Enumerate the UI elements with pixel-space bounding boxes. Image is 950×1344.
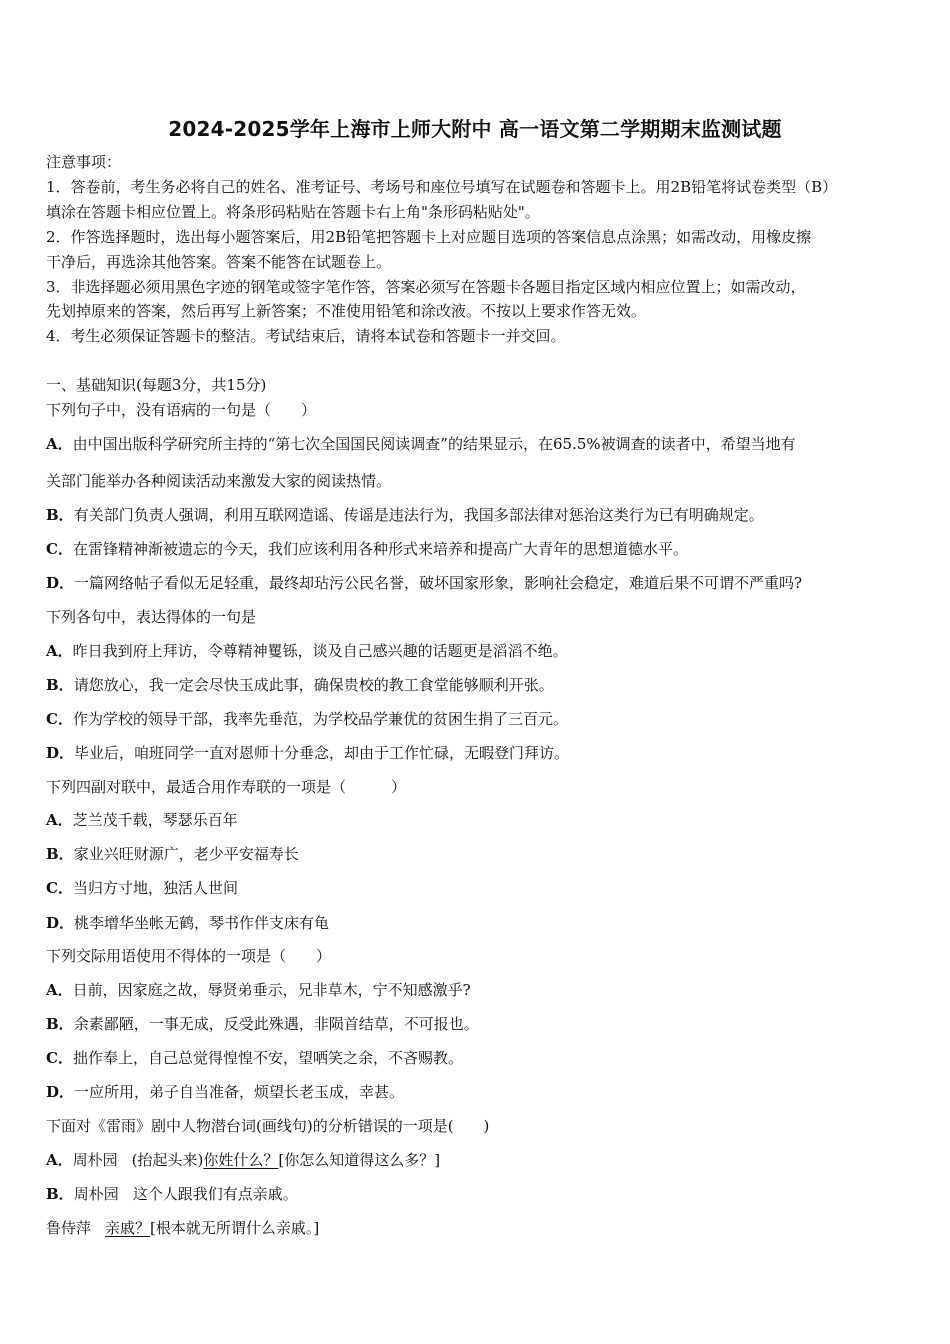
option-letter: D．	[46, 914, 75, 932]
section-heading: 一、基础知识(每题3分，共15分)	[46, 376, 267, 394]
option-text: 当归方寸地，独活人世间	[72, 879, 238, 897]
subtext-note: [你怎么知道得这么多？]	[278, 1151, 441, 1169]
stage-direction: (抬起头来)	[131, 1151, 204, 1169]
notice-line: 1．答卷前，考生务必将自己的姓名、准考证号、考场号和座位号填写在试题卷和答题卡上。用2B铅笔将试卷类型（B）	[46, 178, 838, 196]
option-letter: C．	[46, 1049, 73, 1067]
option-letter: B．	[46, 506, 74, 524]
subtext-note: [根本就无所谓什么亲戚。]	[150, 1219, 320, 1237]
option-letter: B．	[46, 1185, 74, 1203]
option-text: 桃李增华坐帐无鹤，琴书作伴支床有龟	[74, 914, 330, 932]
question-stem: 下列四副对联中，最适合用作寿联的一项是（ ）	[46, 778, 407, 796]
notice-line: 先划掉原来的答案，然后再写上新答案；不准使用铅笔和涂改液。不按以上要求作答无效。	[46, 302, 647, 320]
notice-line: 3．非选择题必须用黑色字迹的钢笔或签字笔作答，答案必须写在答题卡各题目指定区域内相应位置上；如需改动，	[46, 278, 806, 296]
option-text: 余素鄙陋，一事无成，反受此殊遇，非陨首结草，不可报也。	[73, 1015, 479, 1033]
option-letter: A．	[46, 981, 73, 999]
option-text: 请您放心，我一定会尽快玉成此事，确保贵校的教工食堂能够顺利开张。	[73, 676, 554, 694]
option-text: 有关部门负责人强调，利用互联网造谣、传谣是违法行为，我国多部法律对惩治这类行为已有明确规定。	[73, 506, 764, 524]
notice-heading: 注意事项：	[46, 153, 122, 171]
option-letter: B．	[46, 676, 74, 694]
notice-line: 2．作答选择题时，选出每小题答案后，用2B铅笔把答题卡上对应题目选项的答案信息点涂黑；如需改动，用橡皮擦	[46, 228, 812, 246]
dialogue-text: 这个人跟我们有点亲戚。	[132, 1185, 298, 1203]
option-text: 一篇网络帖子看似无足轻重，最终却玷污公民名誉，破坏国家形象，影响社会稳定，难道后果不可谓不严重吗?	[74, 574, 803, 592]
option-c	[46, 877, 906, 899]
underlined-line: 你姓什么？	[203, 1151, 279, 1169]
question-stem: 下面对《雷雨》剧中人物潜台词(画线句)的分析错误的一项是( )	[46, 1117, 490, 1135]
question-stem: 下列各句中，表达得体的一句是	[46, 608, 257, 626]
option-c	[46, 1047, 906, 1069]
speaker-name: 周朴园	[73, 1185, 119, 1203]
option-text: 家业兴旺财源广，老少平安福寿长	[73, 845, 299, 863]
option-text: 在雷锋精神渐被遗忘的今天，我们应该利用各种形式来培养和提高广大青年的思想道德水平。	[72, 540, 688, 558]
option-b	[46, 674, 906, 696]
option-letter: C．	[46, 540, 73, 558]
option-text: 毕业后，咱班同学一直对恩师十分垂念，却由于工作忙碌，无暇登门拜访。	[74, 744, 570, 762]
option-letter: D．	[46, 574, 75, 592]
option-text: 昨日我到府上拜访，令尊精神矍铄，谈及自己感兴趣的话题更是滔滔不绝。	[72, 642, 568, 660]
speaker-name: 鲁侍萍	[46, 1219, 92, 1237]
option-letter: A．	[46, 642, 73, 660]
option-b	[46, 1183, 906, 1205]
option-a	[46, 979, 906, 1001]
page-title: 2024-2025学年上海市上师大附中 高一语文第二学期期末监测试题	[168, 117, 782, 141]
option-text: 作为学校的领导干部，我率先垂范，为学校品学兼优的贫困生捐了三百元。	[72, 710, 568, 728]
option-letter: A．	[46, 811, 73, 829]
option-b	[46, 1013, 906, 1035]
option-text: 日前，因家庭之故，辱贤弟垂示，兄非草木，宁不知感激乎?	[72, 981, 471, 999]
option-a	[46, 809, 906, 831]
option-letter: C．	[46, 879, 73, 897]
option-d	[46, 742, 906, 764]
option-a	[46, 640, 906, 662]
option-a	[46, 433, 906, 455]
option-d	[46, 912, 906, 934]
dialogue-line	[46, 1217, 906, 1239]
option-c	[46, 708, 906, 730]
notice-line: 4．考生必须保证答题卡的整洁。考试结束后，请将本试卷和答题卡一并交回。	[46, 327, 566, 345]
option-letter: D．	[46, 1083, 75, 1101]
option-a-continued: 关部门能举办各种阅读活动来激发大家的阅读热情。	[46, 472, 392, 490]
option-b	[46, 843, 906, 865]
option-text: 芝兰茂千载，琴瑟乐百年	[72, 811, 238, 829]
option-a	[46, 1149, 906, 1171]
option-text: 由中国出版科学研究所主持的“第七次全国国民阅读调查”的结果显示，在65.5%被调查的读者中，希望当地有	[72, 435, 796, 453]
option-letter: C．	[46, 710, 73, 728]
option-text: 一应所用，弟子自当准备，烦望长老玉成，幸甚。	[74, 1083, 405, 1101]
option-letter: A．	[46, 435, 73, 453]
option-d	[46, 572, 906, 594]
option-letter: B．	[46, 1015, 74, 1033]
option-c	[46, 538, 906, 560]
underlined-line: 亲戚？	[105, 1219, 151, 1237]
option-letter: A．	[46, 1151, 73, 1169]
option-text: 拙作奉上，自己总觉得惶惶不安，望哂笑之余，不吝赐教。	[72, 1049, 463, 1067]
option-d	[46, 1081, 906, 1103]
speaker-name: 周朴园	[72, 1151, 118, 1169]
option-b	[46, 504, 906, 526]
notice-line: 干净后，再选涂其他答案。答案不能答在试题卷上。	[46, 253, 392, 271]
question-stem: 下列句子中，没有语病的一句是（ ）	[46, 401, 317, 419]
question-stem: 下列交际用语使用不得体的一项是（ ）	[46, 947, 332, 965]
option-letter: B．	[46, 845, 74, 863]
option-letter: D．	[46, 744, 75, 762]
notice-line: 填涂在答题卡相应位置上。将条形码粘贴在答题卡右上角"条形码粘贴处"。	[46, 203, 540, 221]
